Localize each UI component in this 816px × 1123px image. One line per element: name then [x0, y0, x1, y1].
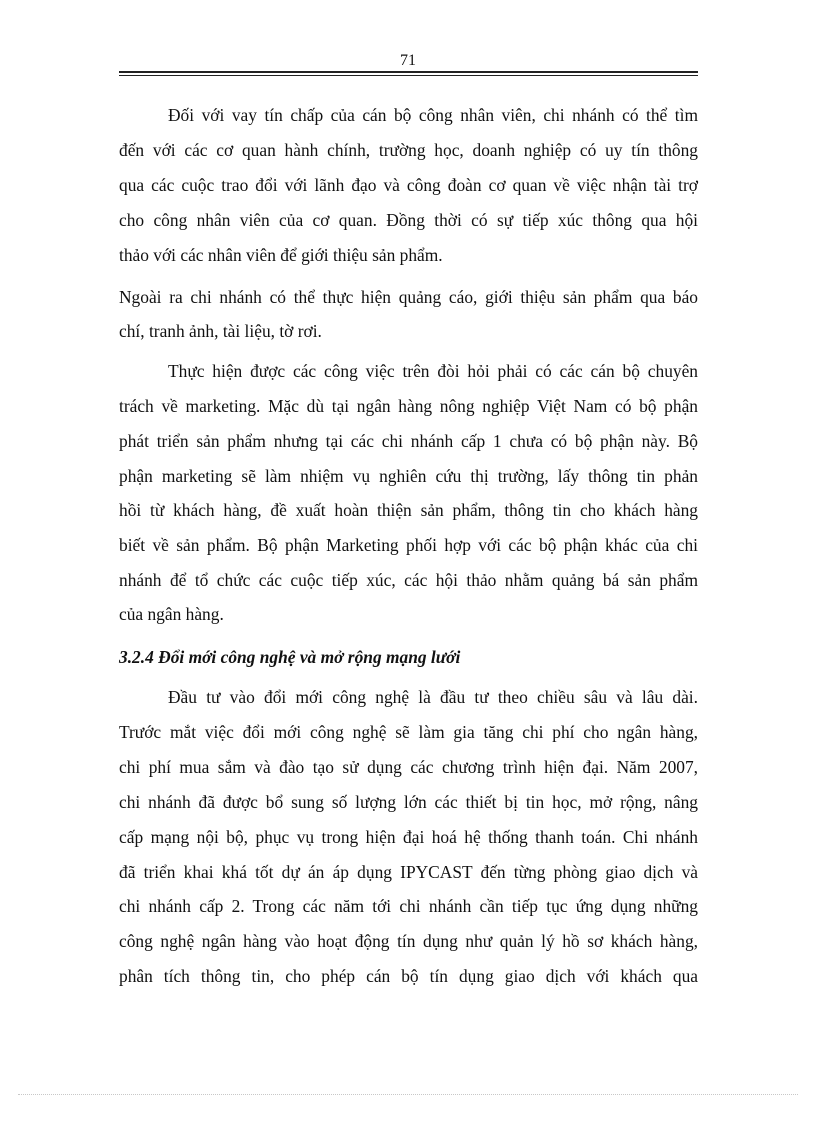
text-line: phát triển sản phẩm nhưng tại các chi nhánh cấp 1 chưa có bộ phận này. Bộ [119, 431, 698, 451]
text-line: đến với các cơ quan hành chính, trường học, doanh nghiệp có uy tín thông [119, 140, 698, 160]
text-line: qua các cuộc trao đổi với lãnh đạo và công đoàn cơ quan về việc nhận tài trợ [119, 175, 698, 195]
text-line: biết về sản phẩm. Bộ phận Marketing phối hợp với các bộ phận khác của chi [119, 535, 698, 555]
text-line: trách về marketing. Mặc dù tại ngân hàng nông nghiệp Việt Nam có bộ phận [119, 396, 698, 416]
text-line: phân tích thông tin, cho phép cán bộ tín dụng giao dịch với khách qua [119, 966, 698, 986]
text-line: chi nhánh đã được bổ sung số lượng lớn các thiết bị tin học, mở rộng, nâng [119, 792, 698, 812]
text-line: Thực hiện được các công việc trên đòi hỏi phải có các cán bộ chuyên [168, 361, 698, 381]
text-line: phận marketing sẽ làm nhiệm vụ nghiên cứu thị trường, lấy thông tin phản [119, 466, 698, 486]
text-line: nhánh để tổ chức các cuộc tiếp xúc, các hội thảo nhằm quảng bá sản phẩm [119, 570, 698, 590]
section-heading: 3.2.4 Đổi mới công nghệ và mở rộng mạng lưới [119, 647, 461, 667]
text-line: cho công nhân viên của cơ quan. Đồng thời có sự tiếp xúc thông qua hội [119, 210, 698, 230]
text-line: chi nhánh cấp 2. Trong các năm tới chi nhánh cần tiếp tục ứng dụng những [119, 896, 698, 916]
text-line: Đầu tư vào đổi mới công nghệ là đầu tư theo chiều sâu và lâu dài. [168, 687, 698, 707]
header-rule [119, 71, 698, 73]
text-line: chí, tranh ảnh, tài liệu, tờ rơi. [119, 321, 322, 341]
text-line: thảo với các nhân viên để giới thiệu sản phẩm. [119, 245, 443, 265]
page-bottom-border [18, 1094, 798, 1095]
text-line: đã triển khai khá tốt dự án áp dụng IPYCAST đến từng phòng giao dịch và [119, 862, 698, 882]
header-rule-thin [119, 75, 698, 76]
text-line: hồi từ khách hàng, đề xuất hoàn thiện sản phẩm, thông tin cho khách hàng [119, 500, 698, 520]
text-line: cấp mạng nội bộ, phục vụ trong hiện đại hoá hệ thống thanh toán. Chi nhánh [119, 827, 698, 847]
text-line: công nghệ ngân hàng vào hoạt động tín dụng như quản lý hồ sơ khách hàng, [119, 931, 698, 951]
text-line: Ngoài ra chi nhánh có thể thực hiện quảng cáo, giới thiệu sản phẩm qua báo [119, 287, 698, 307]
text-line: chi phí mua sắm và đào tạo sử dụng các chương trình hiện đại. Năm 2007, [119, 757, 698, 777]
text-line: Đối với vay tín chấp của cán bộ công nhân viên, chi nhánh có thể tìm [168, 105, 698, 125]
text-line: của ngân hàng. [119, 604, 224, 624]
text-line: Trước mắt việc đổi mới công nghệ sẽ làm gia tăng chi phí cho ngân hàng, [119, 722, 698, 742]
page-number: 71 [400, 52, 416, 69]
